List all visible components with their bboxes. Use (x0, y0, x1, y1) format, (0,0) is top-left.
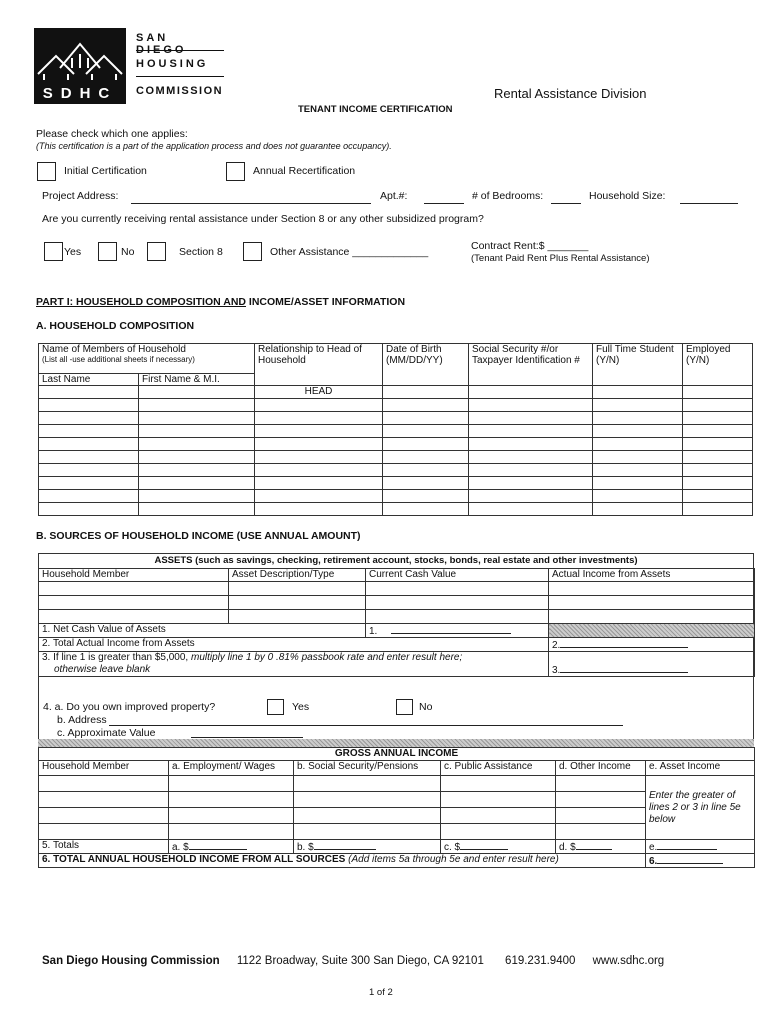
property-yes-checkbox[interactable] (267, 699, 284, 715)
logo-line-1: SAN DIEGO (136, 32, 187, 56)
table-row (39, 425, 753, 438)
assets-member-header: Household Member (39, 569, 229, 582)
property-no-label: No (419, 701, 433, 713)
address-label: b. Address (57, 714, 107, 726)
assistance-question: Are you currently receiving rental assistance under Section 8 or any other subsidized program? (42, 213, 484, 225)
part1-title-underlined: PART I: HOUSEHOLD COMPOSITION AND (36, 296, 246, 308)
line1-field[interactable] (391, 624, 511, 634)
asset-income-note: Enter the greater of lines 2 or 3 in line 5e below (646, 776, 755, 840)
total-a-field[interactable] (189, 840, 247, 850)
page-number: 1 of 2 (369, 987, 393, 998)
total-income-field[interactable] (657, 854, 723, 864)
sdhc-logo (34, 28, 224, 104)
total-number: 6. (649, 856, 658, 867)
table-row (39, 438, 753, 451)
total-d-label: d. $ (559, 842, 576, 853)
gross-title: GROSS ANNUAL INCOME (39, 748, 755, 761)
section8-label: Section 8 (179, 246, 223, 258)
logo-line-2: HOUSING (136, 58, 209, 70)
net-cash-label: 1. Net Cash Value of Assets (39, 624, 366, 638)
other-assist-checkbox[interactable] (243, 242, 262, 261)
contract-rent-note: (Tenant Paid Rent Plus Rental Assistance) (471, 253, 650, 264)
table-row (39, 477, 753, 490)
line3-number: 3. (552, 665, 561, 676)
apt-field[interactable] (424, 203, 464, 204)
total-c-label: c. $ (444, 842, 461, 853)
table-row (39, 610, 755, 624)
assets-income-header: Actual Income from Assets (549, 569, 755, 582)
employed-header: Employed (Y/N) (683, 344, 753, 386)
footer-web[interactable]: www.sdhc.org (592, 955, 665, 967)
annual-recert-label: Annual Recertification (253, 165, 356, 177)
logo-initials: SDHC (42, 85, 118, 102)
household-composition-table (38, 343, 753, 516)
property-yes-label: Yes (292, 701, 310, 713)
footer-org: San Diego Housing Commission (42, 955, 220, 967)
gross-c-header: c. Public Assistance (441, 761, 556, 776)
gross-income-table (38, 747, 755, 868)
table-row (39, 490, 753, 503)
section8-checkbox[interactable] (147, 242, 166, 261)
bedrooms-label: # of Bedrooms: (472, 190, 544, 202)
total-c-field[interactable] (460, 840, 508, 850)
actual-income-label: 2. Total Actual Income from Assets (39, 638, 549, 652)
approx-value-field[interactable] (191, 737, 303, 738)
footer (42, 955, 664, 967)
line3-otherwise: otherwise leave blank (54, 664, 151, 675)
property-no-checkbox[interactable] (396, 699, 413, 715)
occupancy-note: (This certification is a part of the application process and does not guarantee occupancy). (36, 141, 392, 151)
footer-phone: 619.231.9400 (505, 955, 576, 967)
line3-instruction: multiply line 1 by 0 .81% passbook rate and enter result here; (190, 652, 463, 663)
relationship-header: Relationship to Head of Household (255, 344, 383, 386)
assets-table (38, 568, 755, 677)
division-title: Rental Assistance Division (494, 86, 647, 101)
total-b-label: b. $ (297, 842, 314, 853)
footer-address: 1122 Broadway, Suite 300 San Diego, CA 92101 (236, 955, 484, 967)
gross-member-header: Household Member (39, 761, 169, 776)
line2-field[interactable] (560, 638, 688, 648)
table-row (39, 464, 753, 477)
gross-e-header: e. Asset Income (646, 761, 755, 776)
line2-number: 2. (552, 640, 561, 651)
line1-number: 1. (369, 626, 378, 637)
total-e-field[interactable] (657, 840, 717, 850)
total-e-label: e. (649, 842, 658, 853)
check-one-label: Please check which one applies: (36, 128, 188, 140)
part1-title (36, 296, 405, 308)
line3-field[interactable] (560, 663, 688, 673)
last-name-header: Last Name (39, 374, 139, 386)
logo-line-3: COMMISSION (136, 85, 224, 97)
assets-desc-header: Asset Description/Type (229, 569, 366, 582)
bedrooms-field[interactable] (551, 203, 581, 204)
assist-no-checkbox[interactable] (98, 242, 117, 261)
total-annual-income-label (39, 854, 646, 868)
project-address-field[interactable] (131, 203, 371, 204)
section-a-title: A. HOUSEHOLD COMPOSITION (36, 320, 195, 332)
part1-title-rest: INCOME/ASSET INFORMATION (246, 296, 406, 308)
table-row (39, 503, 753, 516)
form-title: TENANT INCOME CERTIFICATION (298, 104, 453, 115)
dob-header: Date of Birth (MM/DD/YY) (383, 344, 469, 386)
name-note: (List all -use additional sheets if necessary) (42, 355, 195, 364)
table-row (39, 596, 755, 610)
project-address-label: Project Address: (42, 190, 119, 202)
contract-rent-label: Contract Rent:$ _______ (471, 240, 589, 252)
gross-d-header: d. Other Income (556, 761, 646, 776)
assist-yes-label: Yes (64, 246, 82, 258)
ssn-header: Social Security #/or Taxpayer Identification # (469, 344, 593, 386)
table-row (39, 386, 753, 399)
approx-value-label: c. Approximate Value (57, 727, 156, 739)
household-size-label: Household Size: (589, 190, 666, 202)
assets-title: ASSETS (such as savings, checking, retirement account, stocks, bonds, real estate and other investments) (154, 555, 638, 566)
first-name-header: First Name & M.I. (139, 374, 255, 386)
initial-cert-label: Initial Certification (64, 165, 147, 177)
improved-property-label: 4. a. Do you own improved property? (43, 701, 216, 713)
gross-a-header: a. Employment/ Wages (169, 761, 294, 776)
table-row (39, 399, 753, 412)
total-line-label: 6. TOTAL ANNUAL HOUSEHOLD INCOME FROM ALL SOURCES (42, 854, 346, 865)
head-label: HEAD (255, 386, 383, 399)
student-header: Full Time Student (Y/N) (593, 344, 683, 386)
assist-no-label: No (121, 246, 135, 258)
total-b-field[interactable] (314, 840, 376, 850)
totals-label: 5. Totals (39, 840, 169, 854)
property-address-field[interactable] (109, 725, 623, 726)
section-b-title: B. SOURCES OF HOUSEHOLD INCOME (USE ANNUAL AMOUNT) (36, 530, 361, 542)
household-size-field[interactable] (680, 203, 738, 204)
assist-yes-checkbox[interactable] (44, 242, 63, 261)
name-header: Name of Members of Household (42, 344, 186, 355)
total-a-label: a. $ (172, 842, 189, 853)
line3-label: 3. If line 1 is greater than $5,000, (42, 652, 191, 663)
table-row (39, 582, 755, 596)
total-d-field[interactable] (576, 840, 612, 850)
other-assist-label: Other Assistance _____________ (270, 246, 429, 258)
assets-value-header: Current Cash Value (366, 569, 549, 582)
table-row (39, 451, 753, 464)
total-line-instruction: (Add items 5a through 5e and enter result here) (345, 854, 559, 865)
gross-b-header: b. Social Security/Pensions (294, 761, 441, 776)
assets-block (38, 553, 754, 747)
annual-recert-checkbox[interactable] (226, 162, 245, 181)
apt-label: Apt.#: (380, 190, 408, 202)
table-row (39, 412, 753, 425)
table-row (39, 776, 755, 792)
initial-cert-checkbox[interactable] (37, 162, 56, 181)
